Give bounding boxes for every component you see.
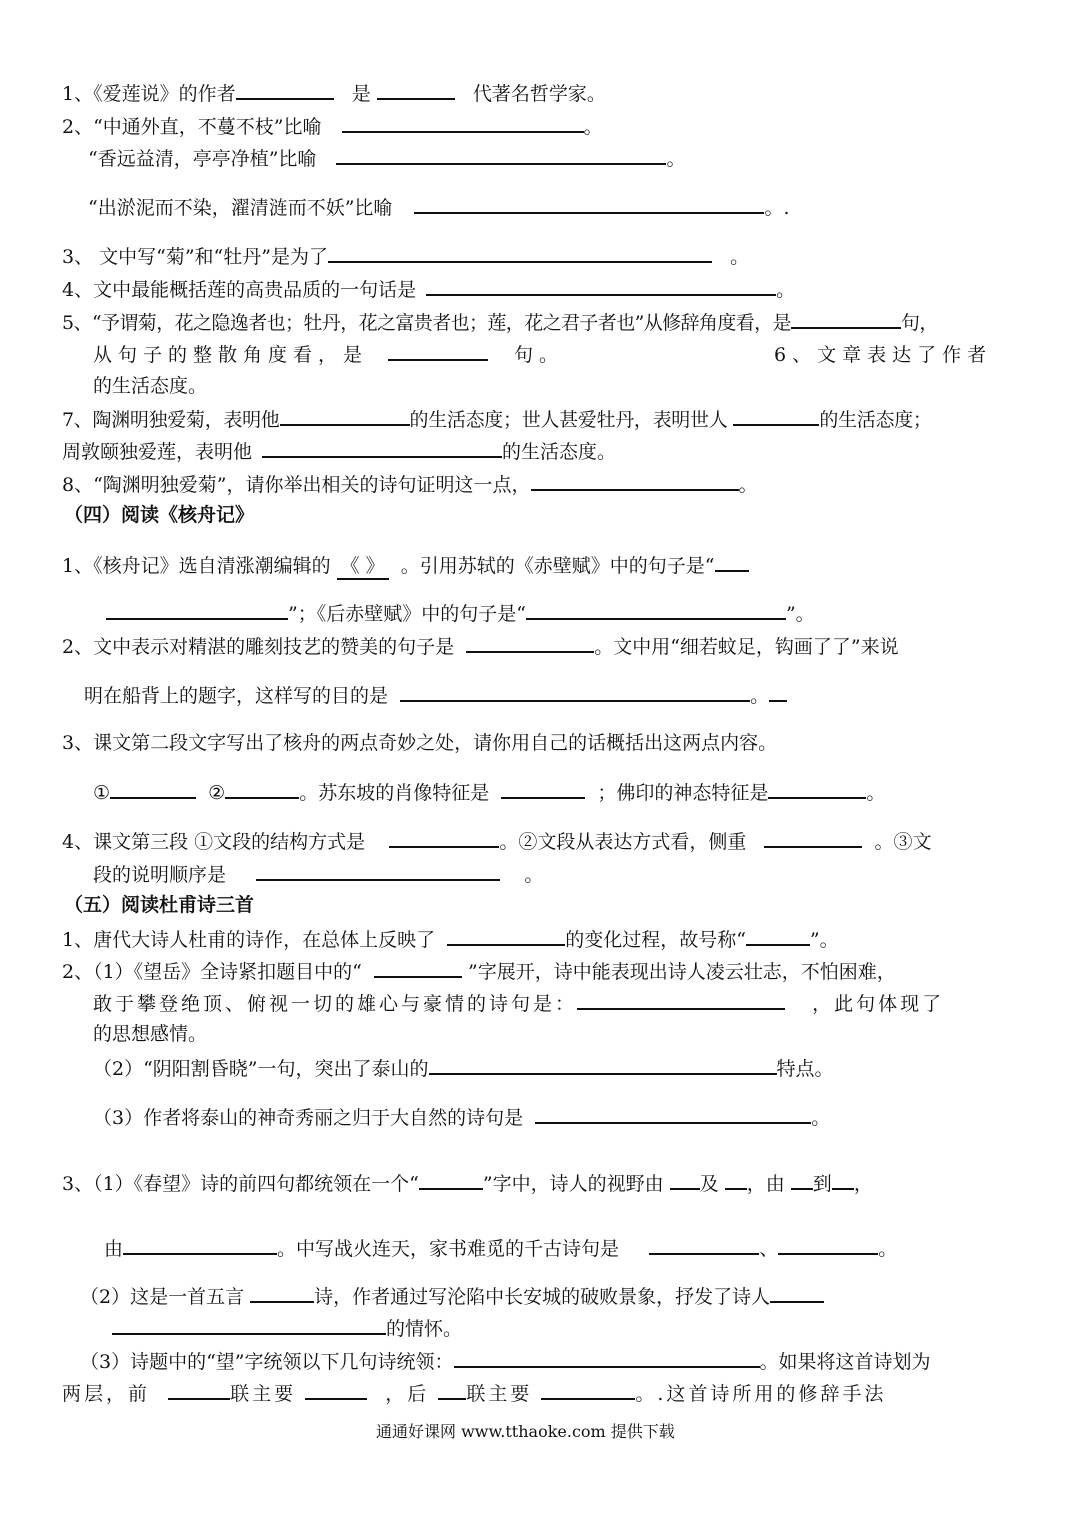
question-line: 2、（1）《望岳》全诗紧扣题目中的“ ”字展开，诗中能表现出诗人凌云壮志，不怕困难， bbox=[62, 958, 896, 984]
answer-blank[interactable] bbox=[225, 779, 299, 799]
answer-blank[interactable] bbox=[426, 276, 776, 296]
answer-blank[interactable] bbox=[733, 406, 819, 426]
question-line: “香远益清，亭亭净植”比喻 。 bbox=[88, 145, 685, 171]
question-line: 的情怀。 bbox=[112, 1315, 462, 1341]
question-line: 的思想感情。 bbox=[93, 1023, 208, 1045]
answer-blank[interactable] bbox=[531, 471, 739, 491]
answer-blank[interactable] bbox=[770, 1283, 824, 1303]
answer-blank[interactable] bbox=[541, 1380, 635, 1400]
question-line: 由 。中写战火连天，家书难觅的千古诗句是 、 。 bbox=[104, 1235, 897, 1261]
question-line: 3、课文第二段文字写出了核舟的两点奇妙之处，请你用自己的话概括出这两点内容。 bbox=[62, 732, 778, 754]
question-line: “出淤泥而不染，濯清涟而不妖”比喻 。. bbox=[88, 194, 789, 220]
answer-blank[interactable] bbox=[791, 1170, 813, 1190]
question-line: 2、文中表示对精湛的雕刻技艺的赞美的句子是 。文中用“细若蚊足，钩画了了”来说 bbox=[62, 633, 899, 659]
answer-blank[interactable] bbox=[454, 1348, 760, 1368]
answer-blank[interactable] bbox=[791, 309, 901, 329]
question-line: 8、“陶渊明独爱菊”，请你举出相关的诗句证明这一点， 。 bbox=[62, 471, 758, 497]
answer-blank[interactable] bbox=[832, 1170, 854, 1190]
answer-blank[interactable] bbox=[414, 194, 764, 214]
answer-blank[interactable] bbox=[112, 1315, 386, 1335]
answer-blank[interactable] bbox=[501, 779, 585, 799]
question-line: 两层，前 联主要 ，后 联主要 。.这首诗所用的修辞手法 bbox=[62, 1380, 886, 1406]
question-line: 5、“予谓菊，花之隐逸者也；牡丹，花之富贵者也；莲，花之君子者也”从修辞角度看，是 句， bbox=[62, 309, 938, 335]
answer-blank[interactable] bbox=[256, 861, 500, 881]
question-line: 3、 文中写“菊”和“牡丹”是为了 。 bbox=[62, 243, 749, 269]
question-line: （3）诗题中的“望”字统领以下几句诗统领： 。如果将这首诗划为 bbox=[80, 1348, 931, 1374]
answer-blank[interactable] bbox=[262, 438, 502, 458]
answer-blank[interactable] bbox=[236, 80, 334, 100]
answer-blank[interactable] bbox=[429, 1055, 777, 1075]
question-line: 敢于攀登绝顶、俯视一切的雄心与豪情的诗句是： ，此句体现了 bbox=[93, 990, 944, 1016]
section-heading: （四）阅读《核舟记》 bbox=[64, 504, 255, 526]
question-line: 段的说明顺序是 。 bbox=[93, 861, 543, 887]
answer-blank[interactable] bbox=[342, 113, 584, 133]
answer-blank[interactable] bbox=[438, 1380, 466, 1400]
answer-blank[interactable] bbox=[106, 600, 288, 620]
question-line: 4、课文第三段 ①文段的结构方式是 。②文段从表达方式看，侧重 。③文 bbox=[62, 828, 932, 854]
answer-blank[interactable] bbox=[577, 990, 785, 1010]
question-line: （3）作者将泰山的神奇秀丽之归于大自然的诗句是 。 bbox=[93, 1104, 830, 1130]
answer-blank[interactable] bbox=[535, 1104, 811, 1124]
answer-blank[interactable] bbox=[746, 926, 810, 946]
answer-blank[interactable] bbox=[388, 341, 488, 361]
question-line: 的生活态度。 bbox=[93, 375, 208, 397]
question-line: 1、《核舟记》选自清涨潮编辑的 《 》 。引用苏轼的《赤壁赋》中的句子是“ bbox=[62, 552, 749, 580]
question-line: ”；《后赤壁赋》中的句子是“ ”。 bbox=[106, 600, 815, 626]
answer-blank[interactable] bbox=[400, 682, 750, 702]
question-line: （2）“阴阳割昏晓”一句，突出了泰山的 特点。 bbox=[93, 1055, 834, 1081]
answer-blank[interactable] bbox=[305, 1380, 367, 1400]
question-line: 3、（1）《春望》诗的前四句都统领在一个“ ”字中，诗人的视野由 及 ，由 到 ， bbox=[62, 1170, 873, 1196]
answer-blank[interactable] bbox=[768, 779, 866, 799]
answer-blank[interactable] bbox=[389, 828, 499, 848]
answer-blank[interactable] bbox=[778, 1235, 878, 1255]
answer-blank[interactable] bbox=[280, 406, 410, 426]
question-line: 1、《爱莲说》的作者 是 代著名哲学家。 bbox=[62, 80, 606, 106]
question-line: 从句子的整散角度看，是 句。 6、文章表达了作者 bbox=[93, 341, 992, 367]
answer-blank[interactable] bbox=[670, 1170, 700, 1190]
answer-blank[interactable] bbox=[526, 600, 786, 620]
answer-blank[interactable] bbox=[649, 1235, 759, 1255]
answer-blank[interactable] bbox=[168, 1380, 230, 1400]
question-line: 周敦颐独爱莲，表明他 的生活态度。 bbox=[62, 438, 616, 464]
answer-blank[interactable] bbox=[466, 633, 594, 653]
answer-blank[interactable]: 《 》 bbox=[337, 554, 389, 580]
answer-blank[interactable] bbox=[374, 958, 462, 978]
answer-blank[interactable] bbox=[110, 779, 196, 799]
answer-blank[interactable] bbox=[769, 682, 787, 702]
question-line: （2）这是一首五言 诗，作者通过写沦陷中长安城的破败景象，抒发了诗人 bbox=[80, 1283, 824, 1309]
answer-blank[interactable] bbox=[328, 243, 712, 263]
question-line: 4、文中最能概括莲的高贵品质的一句话是 。 bbox=[62, 276, 795, 302]
answer-blank[interactable] bbox=[764, 828, 862, 848]
answer-blank[interactable] bbox=[715, 552, 749, 572]
answer-blank[interactable] bbox=[419, 1170, 483, 1190]
answer-blank[interactable] bbox=[123, 1235, 277, 1255]
answer-blank[interactable] bbox=[377, 80, 455, 100]
footer-credit: 通通好课网 www.tthaoke.com 提供下载 bbox=[376, 1422, 675, 1441]
answer-blank[interactable] bbox=[447, 926, 565, 946]
question-line: 明在船背上的题字，这样写的目的是 。 bbox=[84, 682, 787, 708]
answer-blank[interactable] bbox=[725, 1170, 747, 1190]
question-line: 2、“中通外直，不蔓不枝”比喻 。 bbox=[62, 113, 603, 139]
question-line: 1、唐代大诗人杜甫的诗作，在总体上反映了 的变化过程，故号称“ ”。 bbox=[62, 926, 839, 952]
answer-blank[interactable] bbox=[250, 1283, 314, 1303]
section-heading: （五）阅读杜甫诗三首 bbox=[64, 894, 255, 916]
question-line: ① ② 。苏东坡的肖像特征是 ；佛印的神态特征是 。 bbox=[93, 779, 885, 805]
question-line: 7、陶渊明独爱菊，表明他 的生活态度；世人甚爱牡丹，表明世人 的生活态度； bbox=[62, 406, 932, 432]
answer-blank[interactable] bbox=[336, 145, 666, 165]
